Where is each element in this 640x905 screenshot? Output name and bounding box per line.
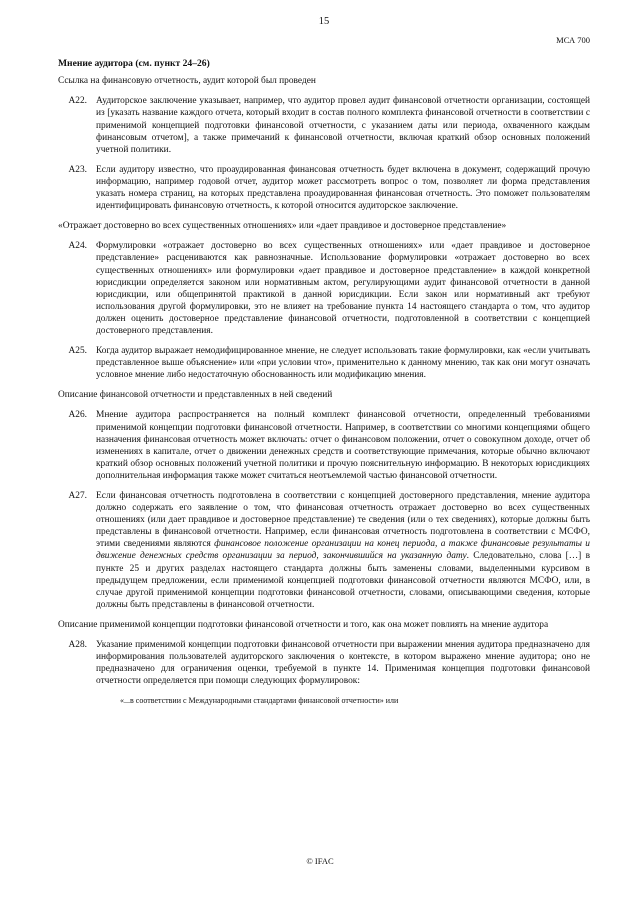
paragraph-text	[96, 490, 590, 611]
paragraph-a25	[58, 345, 590, 381]
paragraph-number: A28.	[68, 640, 87, 651]
subheading-description: Описание финансовой отчетности и представленных в ней сведений	[58, 390, 333, 401]
page-number: 15	[318, 16, 330, 27]
subheading-reference: Ссылка на финансовую отчетность, аудит которой был проведен	[58, 76, 316, 87]
paragraph-a23	[58, 164, 590, 212]
text-part: Если финансовая отчетность подготовлена в соответствии с концепцией достоверного представления, мнение аудитора должно содержать его заявление о том, что финансовая отчетность отражает достоверно во всех существенных отношениях (или дает правдивое и достоверное представление) те сведения (или о тех сведениях), которые должны быть представлены в финансовой отчетности. Например, если финансовая отчетность подготовлена в соответствии с МСФО, этими сведениями являются	[96, 491, 590, 550]
paragraph-a28	[58, 639, 590, 687]
paragraph-a27	[58, 490, 590, 611]
paragraph-text: Если аудитору известно, что проаудированная финансовая отчетность будет включена в документ, содержащий прочую информацию, например годовой отчет, аудитор может рассмотреть вопрос о том, позволяет ли форма представления указать номера страниц, на которых представлена проаудированная финансовая отчетность. Это поможет пользователям идентифицировать финансовую отчетность, к которой относится аудиторское заключение.	[96, 164, 590, 212]
paragraph-text: Указание применимой концепции подготовки финансовой отчетности при выражении мнения аудитора предназначено для информирования пользователей аудиторского заключения о контексте, в котором выражено мнение аудитора; оно не предназначено для ограничения оценки, требуемой в пункте 14. Применимая концепция подготовки финансовой отчетности определяется при помощи следующих формулировок:	[96, 640, 590, 687]
paragraph-number: A22.	[68, 96, 87, 107]
paragraph-a22	[58, 95, 590, 155]
paragraph-text: Когда аудитор выражает немодифицированное мнение, не следует использовать такие формулировки, как «если учитывать представленное выше объяснение» или «при условии что», применительно к данному мнению, так как они могут означать условное мнение либо недостаточную обоснованность или модификацию мнения.	[96, 346, 590, 381]
italic-text: финансовое положение организации на конец периода, а также финансовые результаты и движение денежных средств организации за период, закончившийся на указанную дату	[96, 539, 590, 562]
text-part: . Следовательно, слова […] в пункте 25 и других разделах настоящего стандарта должны быть заменены словами, выделенными курсивом в предыдущем предложении, если применимой концепцией подготовки финансовой отчетности являются МСФО, или, в случае другой применимой концепции подготовки финансовой отчетности, словами, описывающими сведения, которые должны быть представлены в финансовой отчетности.	[96, 551, 590, 610]
footer-copyright: © IFAC	[306, 856, 334, 866]
subheading-fair-presentation: «Отражает достоверно во всех существенных отношениях» или «дает правдивое и достоверное представление»	[58, 221, 507, 232]
paragraph-number: A24.	[68, 241, 87, 252]
subheading-framework: Описание применимой концепции подготовки финансовой отчетности и того, как она может повлиять на мнение аудитора	[58, 619, 549, 630]
section-title: Мнение аудитора (см. пункт 24–26)	[58, 58, 210, 70]
paragraph-number: A26.	[68, 410, 87, 421]
paragraph-a24	[58, 240, 590, 337]
paragraph-text: Мнение аудитора распространяется на полный комплект финансовой отчетности, определенный требованиями применимой концепции подготовки финансовой отчетности. Например, в соответствии со многими концепциями общего назначения финансовая отчетность может включать: отчет о финансовом положении, отчет о совокупном доходе, отчет об изменениях в капитале, отчет о движении денежных средств и соответствующие примечания, которые обычно включают краткий обзор основных положений учетной политики и прочую пояснительную информацию. В некоторых юрисдикциях дополнительная информация также может считаться неотъемлемой частью финансовой отчетности.	[96, 410, 590, 481]
quote-line: «...в соответствии с Международными стандартами финансовой отчетности» или	[120, 696, 399, 706]
paragraph-number: A25.	[68, 346, 87, 357]
paragraph-text: Аудиторское заключение указывает, например, что аудитор провел аудит финансовой отчетности организации, состоящей из [указать название каждого отчета, который входит в состав полного комплекта финансовой отчетности в соответствии с применимой концепцией подготовки финансовой отчетности, с указанием даты или периода, охваченного каждым финансовым отчетом], а также примечаний к финансовой отчетности, включая краткий обзор основных положений учетной политики.	[96, 96, 590, 155]
paragraph-a26	[58, 409, 590, 482]
paragraph-text: Формулировки «отражает достоверно во всех существенных отношениях» или «дает правдивое и достоверное представление» расцениваются как равнозначные. Использование формулировки «отражает достоверно во всех существенных отношениях» или формулировки «дает правдивое и достоверное представление» в каждой конкретной юрисдикции определяется законом или нормативным актом, регулирующими аудит финансовой отчетности в данной юрисдикции, или общепринятой практикой в данной юрисдикции. Если закон или нормативный акт требуют использования другой формулировки, это не влияет на требование пункта 14 настоящего стандарта о том, что аудитор должен оценить достоверное представление финансовой отчетности, подготовленной в соответствии с концепцией достоверного представления.	[96, 241, 590, 336]
standard-code: МСА 700	[556, 35, 590, 46]
paragraph-number: A23.	[68, 164, 87, 175]
paragraph-number: A27.	[68, 491, 87, 501]
